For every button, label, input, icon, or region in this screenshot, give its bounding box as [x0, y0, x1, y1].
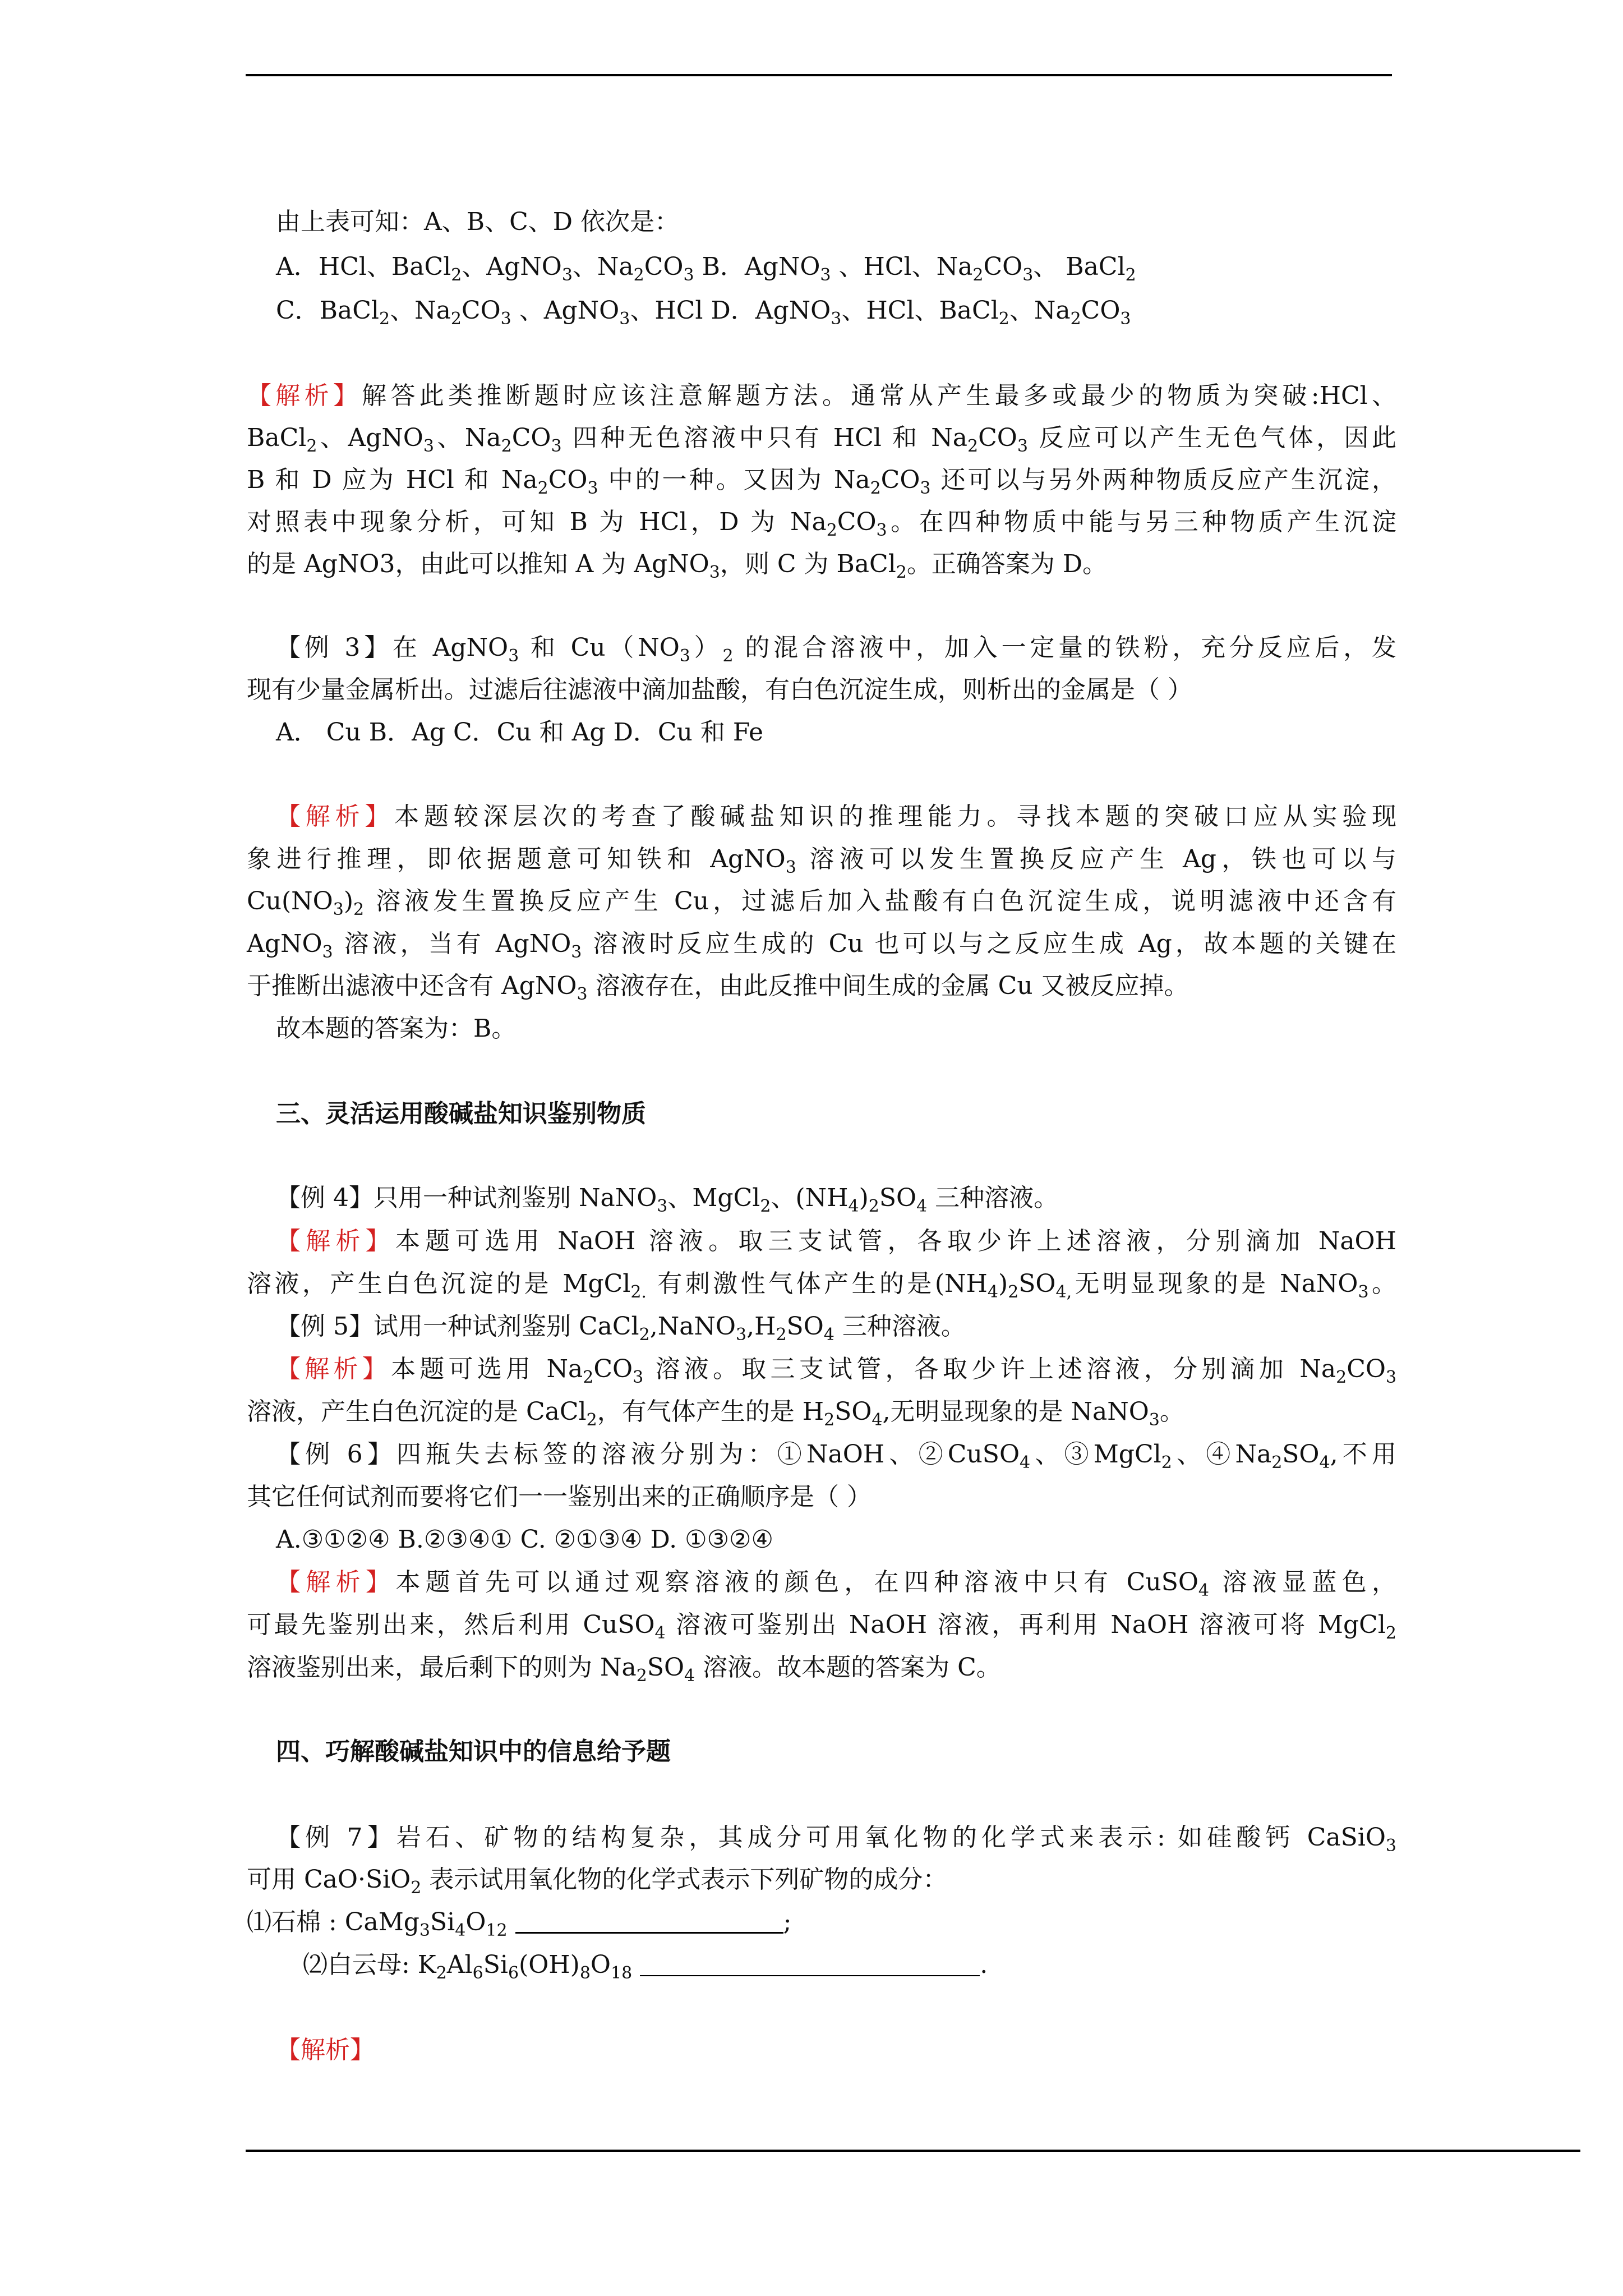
subscript: 3	[633, 1368, 644, 1387]
text-run: CO	[548, 466, 588, 494]
analysis-3-text: 本题较深层次的考查了酸碱盐知识的推理能力。寻找本题的突破口应从实验现	[394, 802, 1397, 831]
text-run: 对照表中现象分析，可知 B 为 HCl，D 为 Na	[247, 508, 827, 536]
item-1-formula	[247, 1908, 515, 1940]
subscript: 2.	[630, 1282, 647, 1302]
text-run: 、④Na	[1172, 1440, 1272, 1469]
text-run: CO	[1347, 1355, 1386, 1383]
text-run: 只用一种试剂鉴别 NaNO	[373, 1184, 657, 1212]
text-run: 溶液存在，由此反推中间生成的金属 Cu 又被反应掉。	[587, 972, 1189, 1000]
option-row-2	[276, 289, 1426, 332]
example-4-text	[373, 1184, 1059, 1216]
text-run: O	[465, 1908, 486, 1936]
subscript: 4	[848, 1197, 859, 1216]
example-7-analysis	[276, 2029, 1426, 2072]
example-5-question	[276, 1305, 1426, 1348]
text-run: CO	[1081, 296, 1121, 325]
subscript: 4	[987, 1282, 999, 1302]
subscript: 4	[1319, 1453, 1330, 1473]
example-6-analysis-2	[247, 1604, 1396, 1646]
subscript: 2	[639, 1325, 650, 1345]
footer-rule	[246, 2150, 1580, 2152]
subscript: 4,	[1055, 1282, 1072, 1302]
text-run: 、HCl D．AgNO	[630, 296, 831, 325]
subscript: 4	[823, 1325, 834, 1345]
example-7-question-2	[247, 1858, 1396, 1901]
subscript: 3	[1149, 1410, 1160, 1430]
subscript: 8	[579, 1963, 591, 1983]
text-run: ,NaNO	[649, 1312, 736, 1341]
text-run: (OH)	[519, 1950, 580, 1979]
text-run: SO	[1018, 1269, 1056, 1298]
analysis-2-line-3	[247, 459, 1396, 501]
text-run: Si	[430, 1908, 455, 1936]
text-run: ）	[690, 633, 723, 662]
text-run: 溶液，当有 AgNO	[333, 930, 571, 958]
subscript: 3	[419, 1921, 431, 1940]
text-run: 三种溶液。	[927, 1184, 1059, 1212]
text-run: ,无明显现象的是 NaNO	[882, 1397, 1149, 1426]
example-6-options: A.③①②④ B.②③④① C. ②①③④ D. ①③②④	[276, 1525, 773, 1554]
text-run: CO	[880, 466, 920, 494]
subscript: 3	[831, 309, 842, 329]
analysis-3-line-1	[276, 795, 1396, 838]
text-run: 、Na	[572, 252, 634, 281]
subscript: 3	[1385, 1368, 1397, 1387]
text-run: 本题首先可以通过观察溶液的颜色，在四种溶液中只有 CuSO	[395, 1568, 1198, 1596]
subscript: 2	[436, 1963, 447, 1983]
text-run: ，有气体产生的是 H	[597, 1397, 824, 1426]
subscript: 3	[619, 309, 630, 329]
example-5-analysis-1	[276, 1348, 1396, 1391]
text-run	[508, 1908, 515, 1936]
analysis-3-line-2	[247, 838, 1396, 881]
text-run: 的是 AgNO3，由此可以推知 A 为 AgNO	[247, 550, 709, 578]
example-7-item-2	[303, 1944, 1453, 1986]
item-1-end: ;	[783, 1908, 792, 1936]
subscript: 2	[967, 436, 979, 456]
analysis-3-line-3	[247, 880, 1396, 923]
subscript: 2	[1336, 1368, 1347, 1387]
subscript: 2	[353, 900, 365, 919]
text-run: 在 AgNO	[393, 633, 509, 662]
text-run: 溶液显蓝色，	[1209, 1568, 1396, 1596]
subscript: 4	[684, 1666, 695, 1686]
subscript: 3	[561, 265, 573, 285]
example-6-text	[396, 1440, 1397, 1473]
text-run: CO	[644, 252, 684, 281]
example-3-options: A． Cu B．Ag C．Cu 和 Ag D．Cu 和 Fe	[276, 718, 763, 747]
example-7-question-1	[276, 1816, 1396, 1859]
example-3-question	[393, 633, 1397, 666]
header-rule	[246, 74, 1392, 76]
example-6-question-2: 其它任何试剂而要将它们一一鉴别出来的正确顺序是（ ）	[247, 1483, 872, 1511]
example-5-text	[373, 1312, 966, 1345]
subscript: 2	[776, 1325, 787, 1345]
text-run: 、HCl、Na	[831, 252, 973, 281]
text-run: 溶液可以发生置换反应产生 Ag，铁也可以与	[796, 845, 1396, 873]
text-run: SO	[879, 1184, 917, 1212]
text-run: 。	[1159, 1397, 1184, 1426]
subscript: 2	[379, 309, 390, 329]
option-row-1	[276, 246, 1426, 288]
item-2-formula	[303, 1950, 640, 1983]
example-7-label: 【例 7】	[276, 1823, 396, 1852]
text-run: 和 Cu（NO	[519, 633, 680, 662]
subscript: 2	[896, 563, 907, 582]
text-run: CO	[461, 296, 501, 325]
example-6-label: 【例 6】	[276, 1440, 397, 1469]
text-run: )	[998, 1269, 1008, 1298]
text-run: ,不用	[1330, 1440, 1397, 1469]
subscript: 2	[411, 1878, 422, 1898]
analysis-label: 【解析】	[276, 1568, 396, 1596]
subscript: 2	[824, 1410, 835, 1430]
example-3-line-1	[276, 627, 1396, 669]
text-run: ,H	[746, 1312, 776, 1341]
subscript: 4	[916, 1197, 928, 1216]
text-run: 三种溶液。	[834, 1312, 966, 1341]
text-run: 、AgNO	[462, 252, 562, 281]
subscript: 2	[722, 646, 734, 666]
text-run: CO	[837, 508, 877, 536]
subscript: 3	[876, 521, 887, 540]
analysis-3-line-5	[247, 965, 1396, 1007]
example-4-analysis-text: 本题可选用 NaOH 溶液。取三支试管，各取少许上述溶液，分别滴加 NaOH	[395, 1227, 1396, 1255]
text-run: 可最先鉴别出来，然后利用 CuSO	[247, 1611, 655, 1639]
text-run: SO	[647, 1653, 685, 1682]
text-run: 、Na	[1009, 296, 1071, 325]
text-run: BaCl	[247, 424, 307, 452]
text-run: 、Na	[390, 296, 451, 325]
subscript: 3	[1358, 1282, 1369, 1302]
subscript: 3	[920, 478, 931, 498]
text-run: SO	[786, 1312, 824, 1341]
answer-blank-1[interactable]	[515, 1910, 783, 1934]
example-6-question-1	[276, 1433, 1396, 1476]
text-run: 象进行推理，即依据题意可知铁和 AgNO	[247, 845, 786, 873]
text-run: 岩石、矿物的结构复杂，其成分可用氧化物的化学式来表示: 如硅酸钙 CaSiO	[396, 1823, 1386, 1852]
example-4-label: 【例 4】	[276, 1184, 374, 1212]
text-run: A．HCl、BaCl	[276, 252, 451, 281]
example-6-analysis-text	[395, 1568, 1396, 1600]
analysis-3-line-4	[247, 923, 1396, 965]
analysis-2-line-5	[247, 543, 1396, 586]
subscript: 3	[508, 646, 519, 666]
subscript: 3	[736, 1325, 747, 1345]
subscript: 2	[972, 265, 984, 285]
subscript: 3	[1120, 309, 1131, 329]
subscript: 3	[820, 265, 831, 285]
text-run: 本题可选用 Na	[391, 1355, 583, 1383]
example-3-label: 【例 3】	[276, 633, 393, 662]
text-run: 。在四种物质中能与另三种物质产生沉淀	[887, 508, 1396, 536]
subscript: 2	[1161, 1453, 1172, 1473]
subscript: 3	[333, 900, 344, 919]
subscript: 2	[1008, 1282, 1019, 1302]
text-run: SO	[1282, 1440, 1320, 1469]
text-run: 、HCl、BaCl	[841, 296, 999, 325]
subscript: 2	[1271, 1453, 1283, 1473]
text-run: SO	[834, 1397, 872, 1426]
subscript: 2	[1125, 265, 1136, 285]
analysis-2-line-2	[247, 417, 1396, 459]
text-run: 、③MgCl	[1030, 1440, 1161, 1469]
analysis-label: 【解析】	[276, 1355, 391, 1383]
text-run: C．BaCl	[276, 296, 379, 325]
subscript: 3	[657, 1197, 668, 1216]
analysis-2-line-4	[247, 501, 1396, 544]
text-run: ⑴石棉 : CaMg	[247, 1908, 419, 1936]
subscript: 3	[500, 309, 511, 329]
subscript: 2	[450, 309, 462, 329]
text-run: 反应可以产生无色气体，因此	[1027, 424, 1397, 452]
text-run	[632, 1950, 640, 1979]
subscript: 2	[826, 521, 837, 540]
subscript: 3	[785, 858, 796, 877]
text-run: 四种无色溶液中只有 HCl 和 Na	[561, 424, 967, 452]
text-run: 表示试用氧化物的化学式表示下列矿物的成分：	[421, 1865, 948, 1894]
text-run: 、 BaCl	[1033, 252, 1126, 281]
analysis-label: 【解析】	[276, 1227, 395, 1255]
text-run: 中的一种。又因为 Na	[598, 466, 870, 494]
text-run: Si	[483, 1950, 508, 1979]
item-2-end: .	[980, 1950, 988, 1979]
subscript: 2	[583, 1368, 594, 1387]
text-run: CO	[978, 424, 1017, 452]
example-4-analysis-1	[276, 1220, 1396, 1263]
subscript: 3	[423, 436, 434, 456]
subscript: 4	[1020, 1453, 1031, 1473]
example-5-analysis-text	[391, 1355, 1397, 1387]
example-5-analysis-2	[247, 1391, 1396, 1433]
text-run: Cu(NO	[247, 887, 333, 915]
text-run: B 和 D 应为 HCl 和 Na	[247, 466, 538, 494]
text-run: )	[343, 887, 354, 915]
subscript: 3	[709, 563, 720, 582]
subscript: 3	[683, 265, 694, 285]
subscript: 3	[587, 478, 598, 498]
answer-blank-2[interactable]	[640, 1953, 980, 1976]
text-run: )	[859, 1184, 869, 1212]
text-run: 溶液，产生白色沉淀的是 CaCl	[247, 1397, 587, 1426]
text-run: ，则 C 为 BaCl	[720, 550, 896, 578]
subscript: 12	[486, 1921, 508, 1940]
subscript: 18	[611, 1963, 633, 1983]
subscript: 4	[455, 1921, 466, 1940]
text-run: 。	[1368, 1269, 1396, 1298]
text-run: 还可以与另外两种物质反应产生沉淀，	[930, 466, 1396, 494]
text-run: 溶液可鉴别出 NaOH 溶液，再利用 NaOH 溶液可将 MgCl	[665, 1611, 1386, 1639]
text-run: Al	[446, 1950, 473, 1979]
section-4-heading: 四、巧解酸碱盐知识中的信息给予题	[276, 1737, 671, 1766]
text-run: CO	[511, 424, 551, 452]
text-run: 于推断出滤液中还含有 AgNO	[247, 972, 577, 1000]
example-5-label: 【例 5】	[276, 1312, 374, 1341]
subscript: 2	[870, 478, 881, 498]
subscript: 3	[1017, 436, 1028, 456]
subscript: 2	[1070, 309, 1081, 329]
analysis-3-answer: 故本题的答案为：B。	[276, 1014, 517, 1043]
text-run: 溶液。故本题的答案为 C。	[695, 1653, 1001, 1682]
example-7-text	[396, 1823, 1397, 1856]
subscript: 2	[760, 1197, 771, 1216]
example-6-analysis-1	[276, 1561, 1396, 1604]
example-6-analysis-3	[247, 1646, 1396, 1689]
example-4-question	[276, 1177, 1426, 1220]
text-run: ⑵白云母: K	[303, 1950, 436, 1979]
subscript: 3	[679, 646, 690, 666]
subscript: 4	[654, 1623, 666, 1643]
subscript: 4	[872, 1410, 883, 1430]
subscript: 3	[577, 984, 588, 1004]
subscript: 3	[322, 942, 333, 962]
text-run: 试用一种试剂鉴别 CaCl	[373, 1312, 639, 1341]
text-run: 、AgNO	[317, 424, 423, 452]
subscript: 4	[1198, 1581, 1209, 1600]
analysis-2-line-1	[247, 375, 1396, 417]
text-run: 溶液时反应生成的 Cu 也可以与之反应生成 Ag，故本题的关键在	[582, 930, 1396, 958]
subscript: 3	[1385, 1836, 1397, 1856]
text-run: 、AgNO	[511, 296, 620, 325]
intro-text: 由上表可知：A、B、C、D 依次是：	[276, 208, 680, 236]
analysis-label: 【解析】	[276, 2036, 375, 2064]
text-run: 溶液鉴别出来，最后剩下的则为 Na	[247, 1653, 637, 1682]
example-3-line-2: 现有少量金属析出。过滤后往滤液中滴加盐酸，有白色沉淀生成，则析出的金属是（ ）	[247, 675, 1192, 704]
subscript: 2	[586, 1410, 597, 1430]
subscript: 2	[537, 478, 548, 498]
subscript: 6	[508, 1963, 519, 1983]
text-run: AgNO	[247, 930, 322, 958]
subscript: 2	[306, 436, 317, 456]
analysis-2-text: 解答此类推断题时应该注意解题方法。通常从产生最多或最少的物质为突破:HCl、	[362, 381, 1397, 410]
text-run: 无明显现象的是 NaNO	[1072, 1269, 1358, 1298]
text-run: 四瓶失去标签的溶液分别为：①NaOH、②CuSO	[396, 1440, 1020, 1469]
example-4-analysis-2	[247, 1263, 1396, 1305]
text-run: 。正确答案为 D。	[906, 550, 1108, 578]
subscript: 2	[633, 265, 644, 285]
example-7-item-1	[247, 1901, 1396, 1944]
subscript: 2	[451, 265, 462, 285]
text-run: 溶液。取三支试管，各取少许上述溶液，分别滴加 Na	[643, 1355, 1336, 1383]
text-run: O	[590, 1950, 611, 1979]
text-run: 可用 CaO·SiO	[247, 1865, 411, 1894]
subscript: 2	[868, 1197, 879, 1216]
subscript: 3	[551, 436, 562, 456]
text-run: 、Na	[434, 424, 501, 452]
text-run: 的混合溶液中，加入一定量的铁粉，充分反应后，发	[733, 633, 1397, 662]
text-run: 有刺激性气体产生的是(NH	[646, 1269, 988, 1298]
text-run: 溶液发生置换反应产生 Cu，过滤后加入盐酸有白色沉淀生成，说明滤液中还含有	[364, 887, 1396, 915]
analysis-label: 【解析】	[276, 802, 395, 831]
section-3-heading: 三、灵活运用酸碱盐知识鉴别物质	[276, 1099, 646, 1128]
text-run: B．AgNO	[694, 252, 820, 281]
subscript: 2	[636, 1666, 647, 1686]
text-run: 溶液，产生白色沉淀的是 MgCl	[247, 1269, 631, 1298]
subscript: 3	[1022, 265, 1034, 285]
subscript: 6	[472, 1963, 483, 1983]
text-run: 、MgCl	[667, 1184, 760, 1212]
text-run: CO	[983, 252, 1023, 281]
subscript: 2	[501, 436, 512, 456]
analysis-label: 【解析】	[247, 381, 362, 410]
subscript: 3	[571, 942, 582, 962]
text-run: 、(NH	[771, 1184, 849, 1212]
subscript: 2	[1385, 1623, 1396, 1643]
text-run: CO	[593, 1355, 633, 1383]
subscript: 2	[998, 309, 1009, 329]
